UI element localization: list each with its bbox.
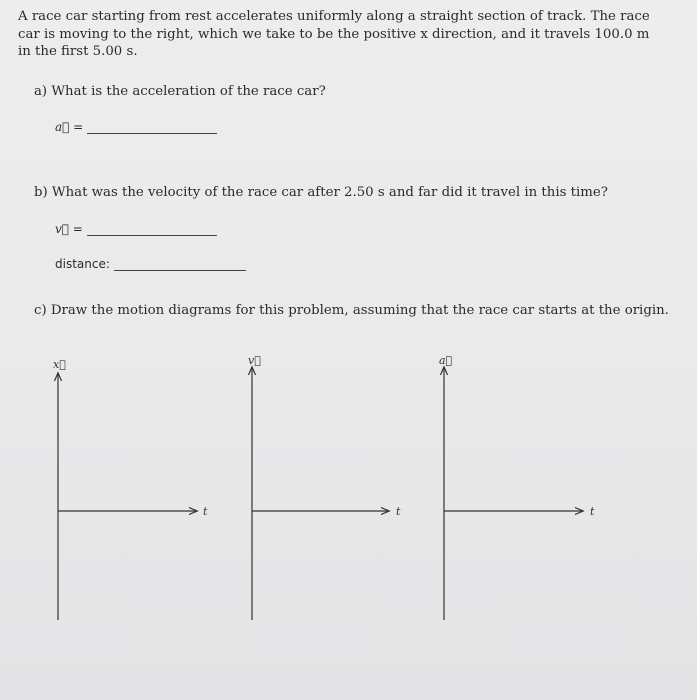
question-a: a) What is the acceleration of the race car? bbox=[34, 84, 326, 99]
answer-blank-velocity[interactable] bbox=[87, 234, 217, 236]
acceleration-graph[interactable] bbox=[439, 354, 595, 620]
velocity-y-label: v⃗ bbox=[248, 354, 261, 367]
position-y-label: x⃗ bbox=[53, 358, 66, 371]
velocity-graph[interactable] bbox=[248, 354, 401, 620]
position-t-label: t bbox=[203, 505, 208, 518]
answer-distance bbox=[55, 257, 246, 271]
question-b: b) What was the velocity of the race car after 2.50 s and far did it travel in this time? bbox=[34, 185, 608, 200]
answer-blank-distance[interactable] bbox=[114, 269, 246, 271]
acceleration-t-label: t bbox=[590, 505, 595, 518]
answer-velocity bbox=[55, 222, 217, 236]
motion-graphs bbox=[0, 340, 697, 640]
distance-label: distance: bbox=[55, 257, 110, 271]
answer-acceleration bbox=[55, 120, 217, 134]
answer-blank-acceleration[interactable] bbox=[87, 132, 217, 134]
velocity-t-label: t bbox=[396, 505, 401, 518]
position-graph[interactable] bbox=[53, 358, 208, 620]
acceleration-y-label: a⃗ bbox=[439, 354, 453, 367]
velocity-symbol: v⃗ = bbox=[55, 222, 83, 236]
acceleration-symbol: a⃗ = bbox=[55, 120, 84, 134]
problem-statement: A race car starting from rest accelerates uniformly along a straight section of track. The race car is moving to the right, which we take to be the positive x direction, and it travels 100.0 m in the first 5.00 s. bbox=[18, 9, 650, 59]
question-c: c) Draw the motion diagrams for this problem, assuming that the race car starts at the origin. bbox=[34, 303, 669, 318]
